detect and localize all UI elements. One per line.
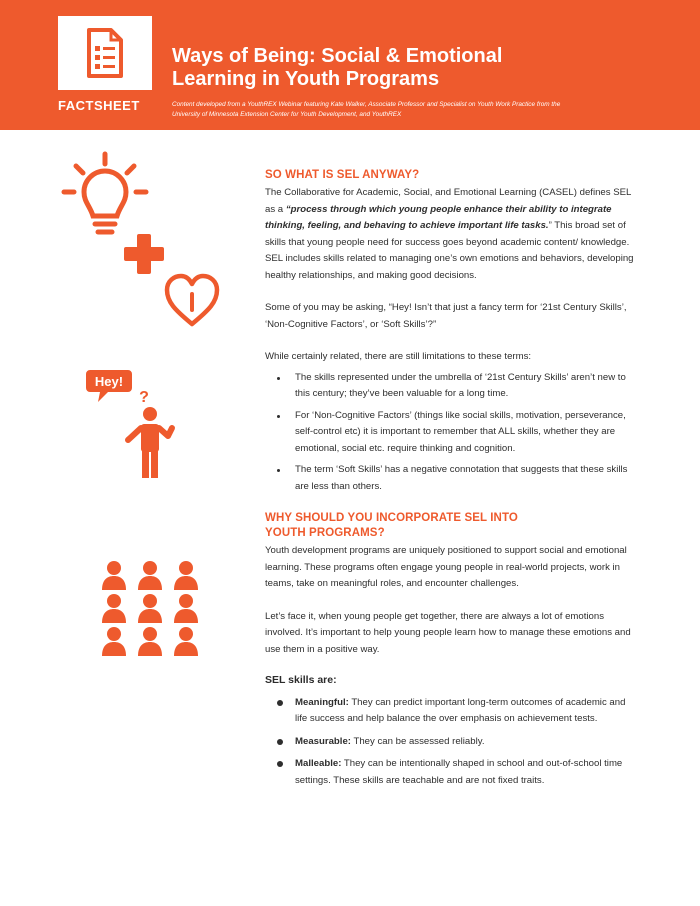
group-of-people-icon (100, 560, 200, 658)
hey-bubble-text: Hey! (94, 374, 124, 389)
skill-term: Meaningful: (295, 696, 349, 708)
sel-skills-heading: SEL skills are: (265, 674, 337, 686)
sel-definition-paragraph (265, 185, 635, 284)
plus-icon (122, 232, 166, 276)
question-paragraph: Some of you may be asking, “Hey! Isn’t that just a fancy term for ‘21st Century Skills’, ‘Non-Cognitive Factors’, or ‘Soft Skills’?” (265, 302, 627, 330)
list-item (265, 756, 635, 789)
youth-programs-paragraph: Youth development programs are uniquely positioned to support social and emotional learning. These programs often engage young people in real-world projects, work in teams, take on meaningful roles, and encounter challenges. (265, 545, 627, 589)
skill-term: Measurable: (295, 735, 351, 747)
definition-rest: ” This broad set of skills that young people need for success goes beyond academic content/ knowledge. SEL includes skills related to managing one’s own emotions and behaviors, developing healthy relationships, and making good decisions. (265, 220, 634, 281)
list-item (265, 734, 635, 751)
limitations-intro: While certainly related, there are still limitations to these terms: (265, 351, 532, 362)
list-item (265, 695, 635, 728)
definition-quote: “process through which young people enhance their ability to integrate thinking, feeling, and behaving to achieve important life tasks. (265, 203, 612, 231)
emotions-paragraph: Let’s face it, when young people get together, there are always a lot of emotions involved. It’s important to help young people learn how to manage these emotions and use them in a positive way. (265, 610, 631, 655)
list-item: The term ‘Soft Skills’ has a negative connotation that suggests that these skills are less than others. (265, 462, 635, 495)
list-item: For ‘Non-Cognitive Factors’ (things like social skills, motivation, perseverance, self-control etc) it is important to remember that ALL skills, whether they are emotional, social etc. require thinking and cognition. (265, 408, 635, 458)
document-checklist-icon (86, 27, 124, 79)
main-content (265, 168, 635, 795)
question-mark: ? (139, 389, 149, 406)
skill-term: Malleable: (295, 758, 342, 769)
section-heading-what-is-sel: SO WHAT IS SEL ANYWAY? (265, 169, 420, 181)
title-line-1: Ways of Being: Social & Emotional (172, 45, 503, 67)
title-line-2: Learning in Youth Programs (172, 68, 440, 90)
heading-line-2: YOUTH PROGRAMS? (265, 527, 385, 539)
sel-skills-list (265, 695, 635, 790)
definition-intro: The Collaborative for Academic, Social, and Emotional Learning (CASEL) defines SEL as a (265, 187, 632, 215)
header-banner (0, 0, 700, 130)
person-question-icon (86, 364, 190, 484)
heart-icon (163, 272, 221, 328)
person-figure (102, 561, 126, 590)
heading-line-1: WHY SHOULD YOU INCORPORATE SEL INTO (265, 512, 518, 524)
limitations-list (265, 370, 635, 496)
skill-description: They can be assessed reliably. (350, 735, 485, 747)
skill-description: They can be intentionally shaped in school and out-of-school time settings. These skills are teachable and are not fixed traits. (295, 758, 623, 786)
credit-line: Content developed from a YouthREX Webinar featuring Kate Walker, Associate Professor and Specialist on Youth Work Practice from the University of Minnesota Extension Center for Youth Development, and YouthREX (172, 101, 561, 118)
section-heading-why-incorporate (265, 511, 635, 541)
skill-description: They can predict important long-term outcomes of academic and life success and help balance the over emphasis on achievement tests. (295, 696, 626, 724)
factsheet-label: FACTSHEET (58, 98, 140, 113)
list-item: The skills represented under the umbrella of ‘21st Century Skills’ aren’t new to this century; they’ve been valuable for a long time. (265, 370, 635, 403)
lightbulb-icon (60, 150, 150, 240)
page-title (172, 45, 652, 91)
factsheet-logo (58, 16, 152, 90)
